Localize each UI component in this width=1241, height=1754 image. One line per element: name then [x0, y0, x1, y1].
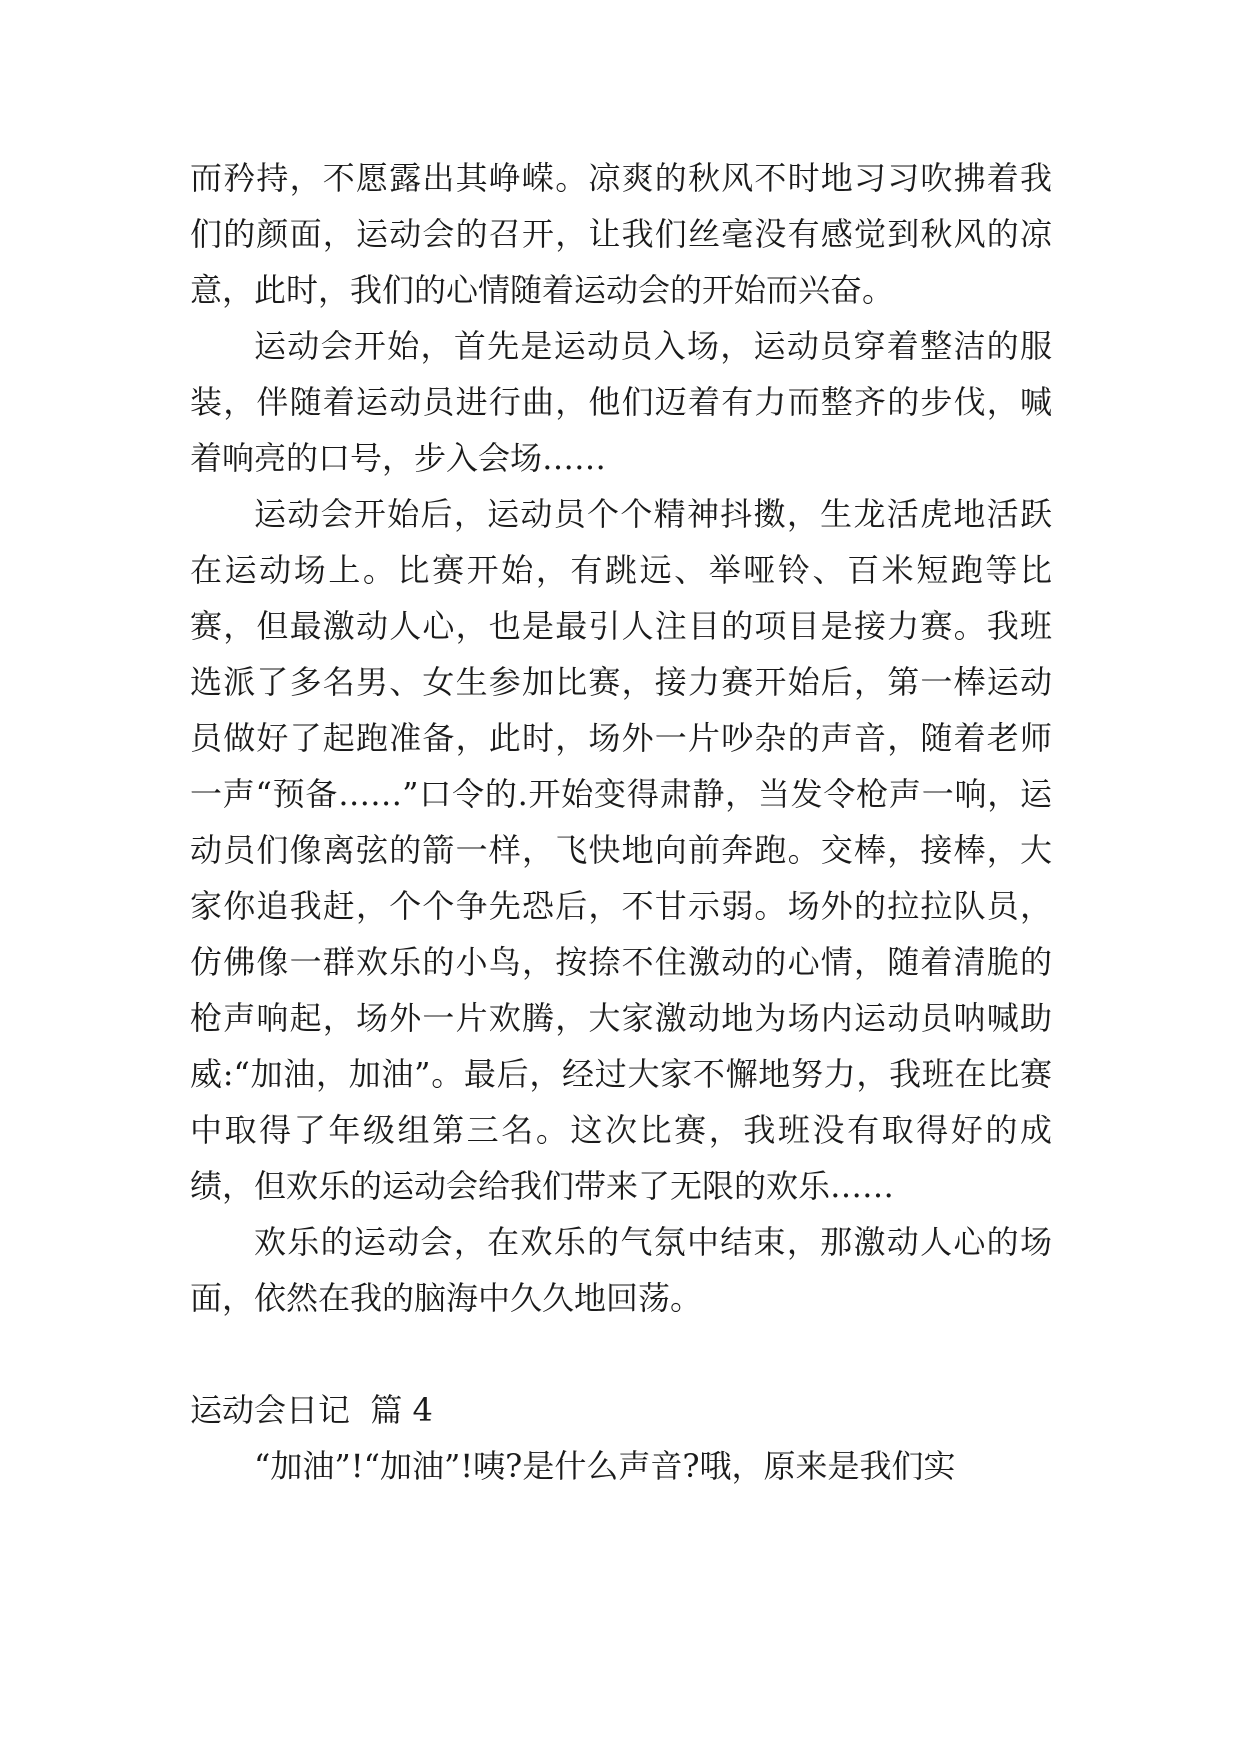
paragraph: 运动会开始，首先是运动员入场，运动员穿着整洁的服装，伴随着运动员进行曲，他们迈着有力而整齐的步伐，喊着响亮的口号，步入会场…… — [190, 327, 1052, 477]
paragraph: “加油”!“加油”!咦?是什么声音?哦，原来是我们实 — [254, 1447, 956, 1485]
paragraph: 欢乐的运动会，在欢乐的气氛中结束，那激动人心的场面，依然在我的脑海中久久地回荡。 — [190, 1223, 1052, 1317]
paragraph: 运动会开始后，运动员个个精神抖擞，生龙活虎地活跃在运动场上。比赛开始，有跳远、举哑铃、百米短跑等比赛，但最激动人心，也是最引人注目的项目是接力赛。我班选派了多名男、女生参加比赛，接力赛开始后，第一棒运动员做好了起跑准备，此时，场外一片吵杂的声音，随着老师一声“预备……”口令的.开始变得肃静，当发令枪声一响，运动员们像离弦的箭一样，飞快地向前奔跑。交棒，接棒，大家你追我赶，个个争先恐后，不甘示弱。场外的拉拉队员，仿佛像一群欢乐的小鸟，按捺不住激动的心情，随着清脆的枪声响起，场外一片欢腾，大家激动地为场内运动员呐喊助威:“加油，加油”。最后，经过大家不懈地努力，我班在比赛中取得了年级组第三名。这次比赛，我班没有取得好的成绩，但欢乐的运动会给我们带来了无限的欢乐…… — [190, 495, 1052, 1205]
paragraph: 而矜持，不愿露出其峥嵘。凉爽的秋风不时地习习吹拂着我们的颜面，运动会的召开，让我们丝毫没有感觉到秋风的凉意，此时，我们的心情随着运动会的开始而兴奋。 — [190, 159, 1052, 309]
section-heading: 运动会日记 篇 4 — [190, 1391, 433, 1429]
document-page — [190, 150, 1052, 1494]
